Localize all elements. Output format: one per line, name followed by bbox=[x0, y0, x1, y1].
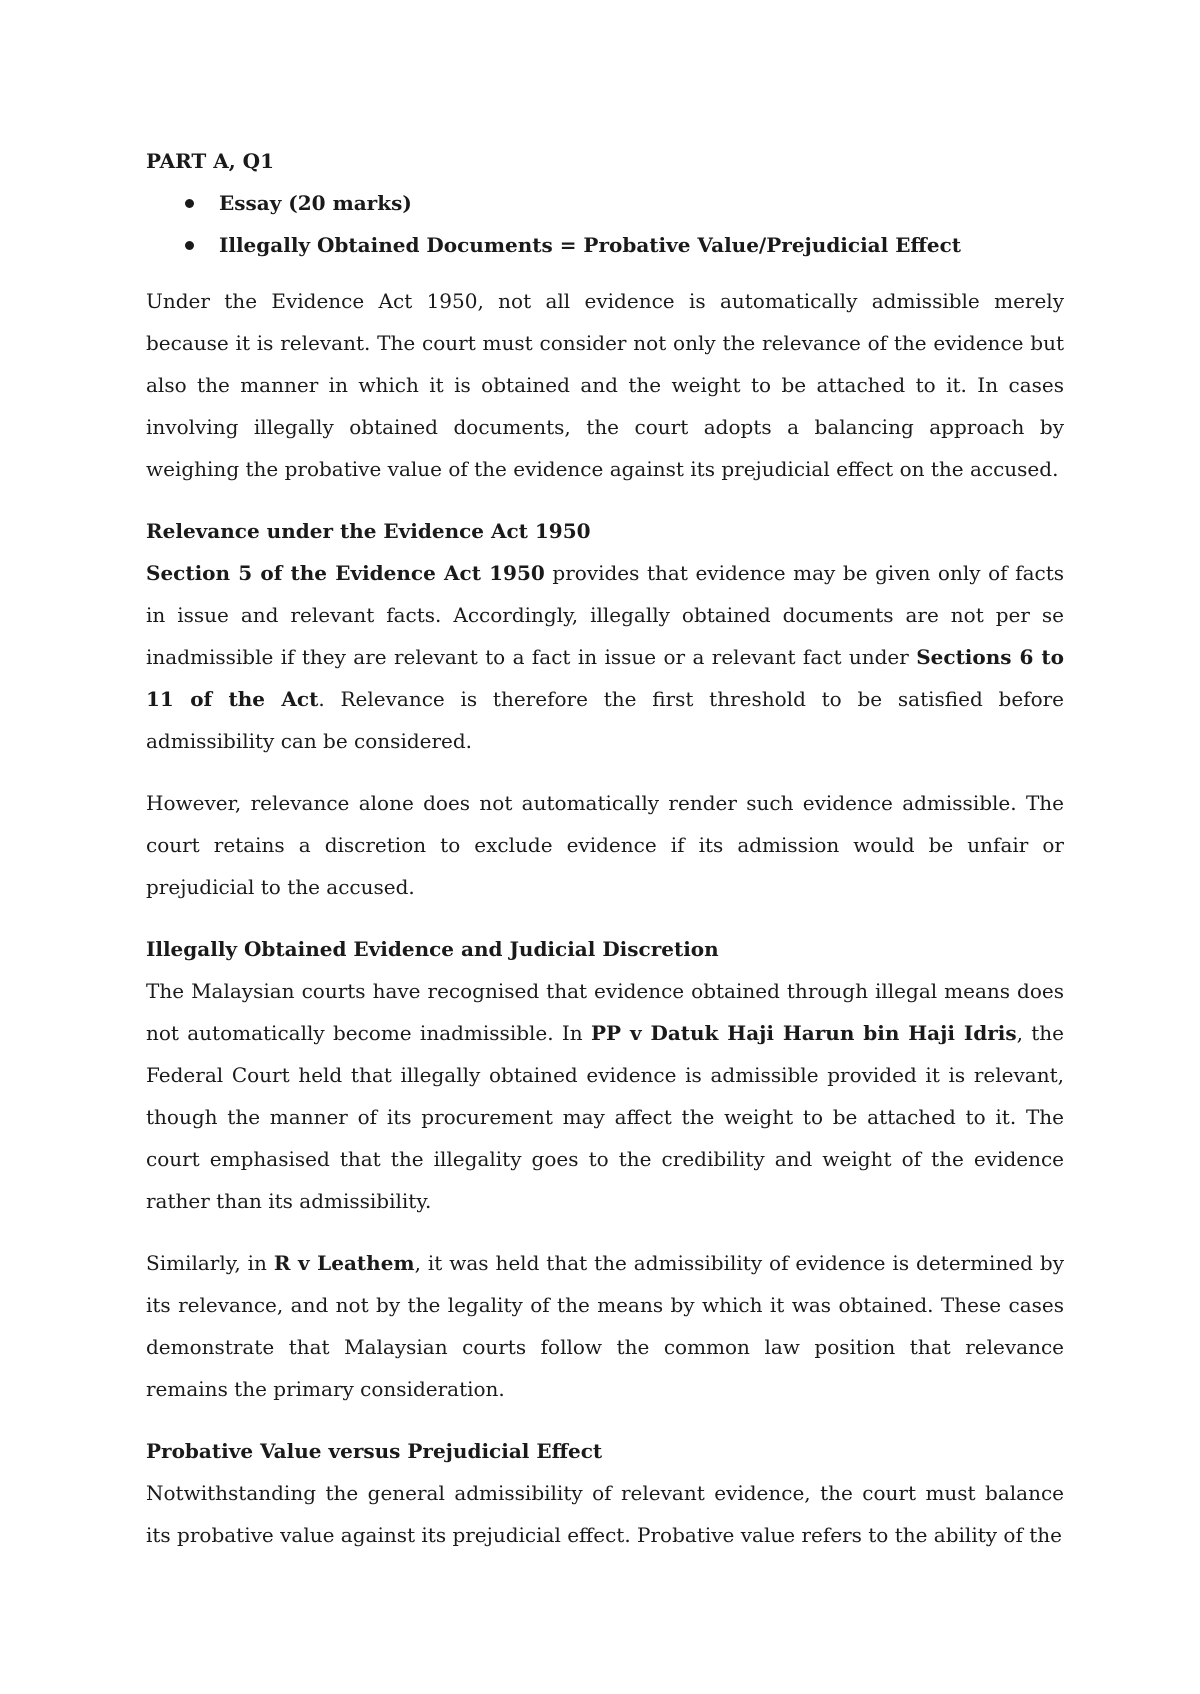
case-reference: PP v Datuk Haji Harun bin Haji Idris bbox=[590, 1021, 1017, 1045]
illegal-evidence-paragraph-2 bbox=[146, 1242, 1064, 1410]
bullet-text: Essay (20 marks) bbox=[219, 191, 412, 215]
probative-paragraph-1: Notwithstanding the general admissibility of relevant evidence, the court must balance its probative value against its prejudicial effect. Probative value refers to the ability of the bbox=[146, 1481, 1064, 1547]
statute-reference: Sections 6 to 11 of the Act bbox=[146, 645, 1064, 711]
bullet-text: Illegally Obtained Documents = Probative Value/Prejudicial Effect bbox=[219, 233, 961, 257]
paragraph-text: provides that evidence may be given only of facts in issue and relevant facts. Accordingly, illegally obtained documents are not per se inadmissible if they are relevant to a fact in issue or a relevant fact under bbox=[146, 561, 1064, 669]
case-reference: R v Leathem bbox=[273, 1251, 415, 1275]
paragraph-text: , it was held that the admissibility of evidence is determined by its relevance, and not by the legality of the means by which it was obtained. These cases demonstrate that Malaysian courts follow the common law position that relevance remains the primary consideration. bbox=[146, 1251, 1064, 1401]
illegal-evidence-paragraph-1 bbox=[146, 970, 1064, 1222]
intro-paragraph: Under the Evidence Act 1950, not all evidence is automatically admissible merely because it is relevant. The court must consider not only the relevance of the evidence but also the manner in which it is obtained and the weight to be attached to it. In cases involving illegally obtained documents, the court adopts a balancing approach by weighing the probative value of the evidence against its prejudicial effect on the accused. bbox=[146, 289, 1064, 481]
paragraph-text: . Relevance is therefore the first threshold to be satisfied before admissibility can be considered. bbox=[146, 687, 1065, 753]
bullet-icon bbox=[185, 241, 194, 250]
question-bullets bbox=[146, 182, 1064, 266]
bullet-item bbox=[146, 224, 1064, 266]
section-heading-illegally-obtained: Illegally Obtained Evidence and Judicial Discretion bbox=[146, 937, 719, 961]
bullet-icon bbox=[185, 199, 194, 208]
section-heading-relevance: Relevance under the Evidence Act 1950 bbox=[146, 519, 591, 543]
paragraph-text: The Malaysian courts have recognised that evidence obtained through illegal means does not automatically become inadmissible. In bbox=[146, 979, 1064, 1045]
paragraph-text: Similarly, in bbox=[146, 1251, 274, 1275]
relevance-paragraph-2: However, relevance alone does not automatically render such evidence admissible. The court retains a discretion to exclude evidence if its admission would be unfair or prejudicial to the accused. bbox=[146, 791, 1064, 899]
paragraph-text: , the Federal Court held that illegally obtained evidence is admissible provided it is relevant, though the manner of its procurement may affect the weight to be attached to it. The court emphasised that the illegality goes to the credibility and weight of the evidence rather than its admissibility. bbox=[146, 1021, 1065, 1213]
part-title: PART A, Q1 bbox=[146, 149, 274, 173]
document-page bbox=[146, 140, 1064, 1576]
relevance-paragraph-1 bbox=[146, 552, 1064, 762]
bullet-item bbox=[146, 182, 1064, 224]
statute-reference: Section 5 of the Evidence Act 1950 bbox=[146, 561, 545, 585]
section-heading-probative: Probative Value versus Prejudicial Effect bbox=[146, 1439, 603, 1463]
